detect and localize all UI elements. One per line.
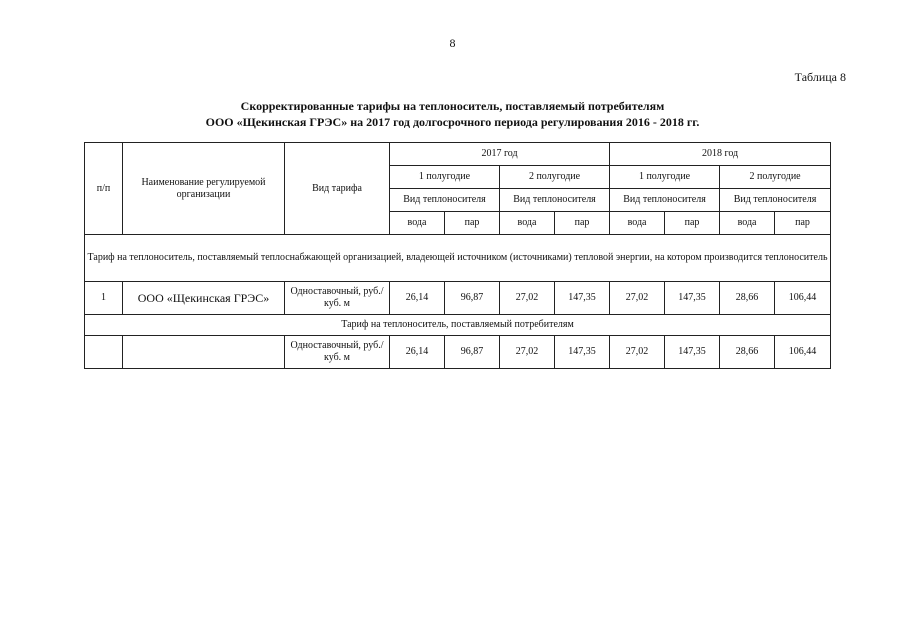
- row-value: 147,35: [665, 336, 720, 369]
- row-value: 147,35: [555, 336, 610, 369]
- header-medium: вода: [390, 212, 445, 235]
- document-title: [0, 98, 905, 130]
- page-number: 8: [449, 36, 456, 50]
- tariff-table: [84, 142, 831, 369]
- row-value: 28,66: [720, 282, 775, 315]
- row-value: 27,02: [610, 336, 665, 369]
- header-medium: пар: [555, 212, 610, 235]
- header-tariff-type: Вид тарифа: [285, 143, 390, 235]
- header-medium: вода: [500, 212, 555, 235]
- section-title: Тариф на теплоноситель, поставляемый потребителям: [85, 315, 831, 336]
- header-year-2018: 2018 год: [610, 143, 831, 166]
- row-value: 27,02: [610, 282, 665, 315]
- header-year-2017: 2017 год: [390, 143, 610, 166]
- row-num: [85, 336, 123, 369]
- header-half: 2 полугодие: [500, 166, 610, 189]
- row-value: 106,44: [775, 336, 831, 369]
- row-organization: ООО «Щекинская ГРЭС»: [123, 282, 285, 315]
- table-label: Таблица 8: [794, 70, 846, 84]
- row-organization: [123, 336, 285, 369]
- header-medium: пар: [445, 212, 500, 235]
- header-num: п/п: [85, 143, 123, 235]
- row-value: 27,02: [500, 336, 555, 369]
- row-value: 147,35: [555, 282, 610, 315]
- header-carrier-type: Вид теплоносителя: [610, 189, 720, 212]
- row-value: 27,02: [500, 282, 555, 315]
- header-row-years: [85, 143, 831, 166]
- header-medium: пар: [665, 212, 720, 235]
- row-num: 1: [85, 282, 123, 315]
- header-carrier-type: Вид теплоносителя: [500, 189, 610, 212]
- header-carrier-type: Вид теплоносителя: [390, 189, 500, 212]
- header-medium: пар: [775, 212, 831, 235]
- section-row: [85, 235, 831, 282]
- row-value: 26,14: [390, 336, 445, 369]
- header-medium: вода: [720, 212, 775, 235]
- row-value: 28,66: [720, 336, 775, 369]
- header-medium: вода: [610, 212, 665, 235]
- row-value: 96,87: [445, 336, 500, 369]
- row-value: 106,44: [775, 282, 831, 315]
- header-carrier-type: Вид теплоносителя: [720, 189, 831, 212]
- table-row: [85, 282, 831, 315]
- document-title-line-1: Скорректированные тарифы на теплоноситель, поставляемый потребителям: [240, 99, 665, 113]
- row-value: 147,35: [665, 282, 720, 315]
- section-title: Тариф на теплоноситель, поставляемый теплоснабжающей организацией, владеющей источником (источниками) тепловой энергии, на котором производится теплоноситель: [85, 235, 831, 282]
- header-organization: Наименование регулируемой организации: [123, 143, 285, 235]
- row-tariff-type: Одноставочный, руб./куб. м: [285, 282, 390, 315]
- document-title-line-2: ООО «Щекинская ГРЭС» на 2017 год долгосрочного периода регулирования 2016 - 2018 гг.: [205, 115, 700, 129]
- section-row: [85, 315, 831, 336]
- header-half: 1 полугодие: [390, 166, 500, 189]
- row-value: 96,87: [445, 282, 500, 315]
- table-row: [85, 336, 831, 369]
- header-half: 1 полугодие: [610, 166, 720, 189]
- row-value: 26,14: [390, 282, 445, 315]
- row-tariff-type: Одноставочный, руб./куб. м: [285, 336, 390, 369]
- header-half: 2 полугодие: [720, 166, 831, 189]
